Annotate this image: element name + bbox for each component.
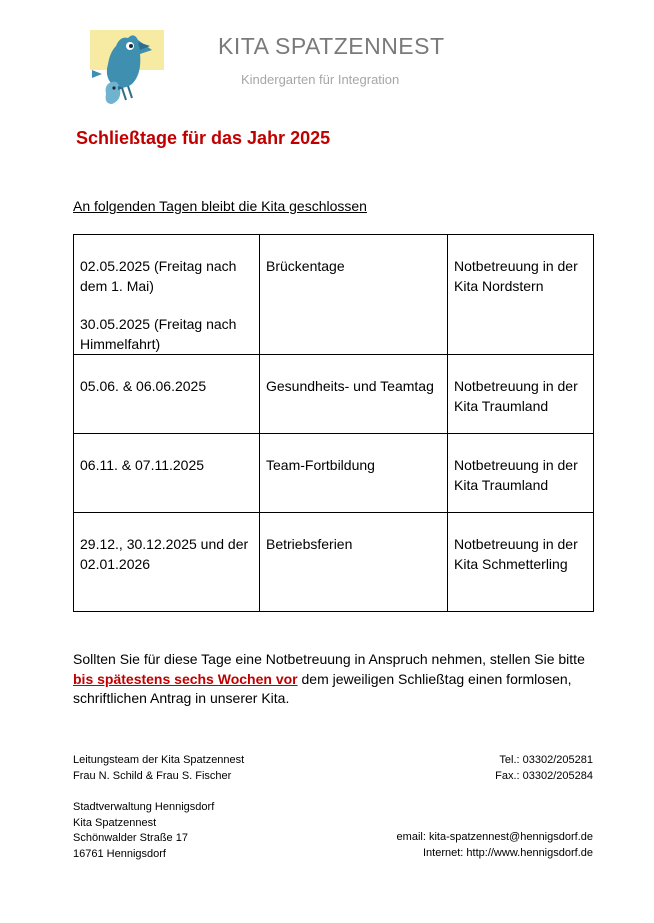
fax-number: Fax.: 03302/205284: [495, 769, 593, 782]
address-line: 16761 Hennigsdorf: [73, 847, 166, 860]
note-text: dem jeweiligen Schließtag einen formlosen, schriftlichen Antrag in unserer Kita.: [73, 670, 572, 706]
care-cell: Notbetreuung in der Kita Schmetterling: [448, 513, 594, 612]
table-row: [74, 513, 594, 612]
reason-cell: Team-Fortbildung: [260, 434, 448, 513]
closure-table: [73, 234, 594, 612]
address-line: Schönwalder Straße 17: [73, 832, 188, 844]
email-link[interactable]: email: kita-spatzennest@hennigsdorf.de: [396, 831, 593, 843]
note-text: Sollten Sie für diese Tage eine Notbetreuung in Anspruch nehmen, stellen Sie bitte: [73, 651, 585, 667]
address-line: Kita Spatzennest: [73, 816, 157, 829]
team-members: Frau N. Schild & Frau S. Fischer: [73, 769, 232, 782]
date-cell: 05.06. & 06.06.2025: [74, 355, 260, 434]
website-link[interactable]: Internet: http://www.hennigsdorf.de: [423, 846, 593, 859]
date-cell: 29.12., 30.12.2025 und der 02.01.2026: [74, 513, 260, 612]
deadline-emphasis: bis spätestens sechs Wochen vor: [73, 670, 298, 687]
date-text: 30.05.2025 (Freitag nach Himmelfahrt): [80, 316, 237, 352]
table-row: [74, 434, 594, 513]
care-cell: Notbetreuung in der Kita Traumland: [448, 355, 594, 434]
date-text: 02.05.2025 (Freitag nach dem 1. Mai): [80, 258, 237, 294]
sparrow-logo-icon: [84, 28, 170, 112]
address-line: Stadtverwaltung Hennigsdorf: [73, 801, 215, 813]
table-row: [74, 355, 594, 434]
date-cell: 06.11. & 07.11.2025: [74, 434, 260, 513]
reason-cell: Betriebsferien: [260, 513, 448, 612]
postal-address: [73, 800, 214, 862]
phone-contact: [495, 753, 593, 784]
phone-number: Tel.: 03302/205281: [499, 754, 593, 766]
team-name: Leitungsteam der Kita Spatzennest: [73, 754, 245, 766]
date-cell: [74, 235, 260, 355]
care-cell: Notbetreuung in der Kita Nordstern: [448, 235, 594, 355]
reason-cell: Brückentage: [260, 235, 448, 355]
management-team: [73, 753, 244, 784]
intro-heading: An folgenden Tagen bleibt die Kita geschlossen: [73, 198, 367, 214]
document-title: Schließtage für das Jahr 2025: [76, 128, 331, 148]
org-tagline: Kindergarten für Integration: [241, 72, 400, 87]
table-row: [74, 235, 594, 355]
reason-cell: Gesundheits- und Teamtag: [260, 355, 448, 434]
care-cell: Notbetreuung in der Kita Traumland: [448, 434, 594, 513]
request-note: [73, 650, 593, 709]
org-name: KITA SPATZENNEST: [218, 33, 445, 59]
web-contact: [397, 830, 593, 861]
